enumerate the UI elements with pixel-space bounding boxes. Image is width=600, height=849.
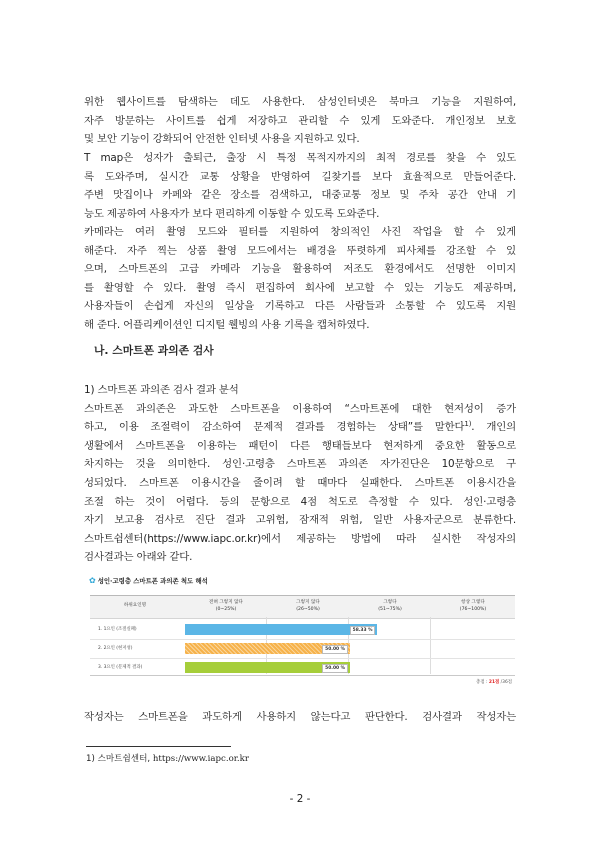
result-chart	[86, 573, 516, 688]
text-line: 검사결과는 아래와 같다.	[84, 551, 193, 564]
scale-range: (51~75%)	[378, 606, 402, 612]
text-line: 를 촬영할 수 있다. 촬영 즉시 편집하여 회사에 보고할 수 있는 기능도 제공하며,	[84, 281, 516, 294]
scale-label: 항상 그렇다	[461, 600, 485, 605]
text-line: 사용자들이 손쉽게 자신의 일상을 기록하고 다른 사람들과 소통할 수 있도록 지원	[84, 300, 516, 313]
paragraph-tmap	[84, 149, 516, 223]
scale-range: (0~25%)	[215, 606, 237, 612]
bar-factor-2	[185, 643, 350, 654]
column-header-item: 하위요인명	[123, 603, 147, 608]
factor-label: 2. 2요인 (현저성)	[98, 646, 133, 651]
paragraph-overdependence	[84, 381, 516, 567]
text-line: 자주 방문하는 사이트를 쉽게 저장하고 관리할 수 있게 도와준다. 개인정보 보호	[84, 114, 516, 127]
text-line: 성되었다. 스마트폰 이용시간을 줄이려 할 때마다 실패한다. 스마트폰 이용시간을	[84, 476, 516, 489]
subsection-heading: 1) 스마트폰 과의존 검사 결과 분석	[84, 384, 239, 396]
text-line: 스마트폰 과의존은 과도한 스마트폰을 이용하여 “스마트폰에 대한 현저성이 증가	[84, 402, 516, 415]
scale-range: (26~50%)	[296, 606, 320, 612]
flower-icon: ✿	[89, 576, 96, 585]
footnote-marker: 1)	[86, 754, 95, 764]
text-line: 생활에서 스마트폰을 이용하는 패턴이 다른 행태들보다 현저하게 중요한 활동으로	[84, 439, 516, 452]
scale-label: 그렇다	[383, 600, 397, 605]
text-line: 자기 보고용 검사로 진단 결과 고위험, 잠재적 위험, 일반 사용자군으로 분류한다.	[84, 514, 516, 527]
paragraph-camera	[84, 223, 516, 335]
text-line: T map은 성자가 출퇴근, 출장 시 특정 목적지까지의 최적 경로를 찾을 수 있도	[84, 152, 516, 164]
row-divider	[90, 675, 515, 676]
footnote-divider	[86, 746, 231, 747]
text-line: 차지하는 것을 의미한다. 성인·고령층 스마트폰 과의존 자가진단은 10문항으로 구	[84, 458, 516, 471]
bar-value-label: 50.00 %	[322, 645, 348, 654]
text-line: 주변 맛집이나 카페와 같은 장소를 검색하고, 대중교통 정보 및 주차 공간 안내 기	[84, 189, 516, 202]
text-line: 해준다. 자주 찍는 상품 촬영 모드에서는 배경을 뚜렷하게 피사체를 강조할 수 있	[84, 244, 516, 257]
table-header	[90, 595, 515, 619]
text-segment: . 개인의	[471, 421, 516, 434]
scale-label: 전혀 그렇지 않다	[209, 600, 243, 605]
total-score-value: 21점	[488, 680, 500, 685]
total-score	[476, 679, 512, 685]
paragraph-conclusion	[84, 708, 516, 727]
text-line: 스마트쉼센터(https://www.iapc.or.kr)에서 제공하는 방법에 따라 실시한 작성자의	[84, 532, 516, 545]
text-line: 으며, 스마트폰의 고급 카메라 기능을 활용하여 저조도 환경에서도 선명한 이미지	[84, 263, 516, 276]
footnote-ref[interactable]: 1)	[464, 420, 472, 429]
bar-factor-3	[185, 662, 350, 673]
factor-label: 3. 3요인 (문제적 결과)	[98, 665, 143, 670]
text-segment: 하고, 이용 조절력이 감소하여 문제적 결과를 경험하는 상태”를 말한다	[84, 421, 465, 434]
bar-value-label: 58.33 %	[350, 626, 376, 635]
scale-range: (76~100%)	[459, 606, 487, 612]
total-prefix: 총점 :	[476, 680, 489, 685]
table-row	[90, 621, 515, 639]
bar-value-label: 50.00 %	[322, 664, 348, 673]
scale-header-2	[267, 600, 349, 613]
bar-factor-1	[185, 624, 377, 635]
text-line: 조절 하는 것이 어렵다. 등의 문항으로 4점 척도로 측정할 수 있다. 성인·고령층	[84, 495, 516, 508]
text-line: 카메라는 여러 촬영 모드와 필터를 지원하여 창의적인 사진 작업을 할 수 있게	[84, 226, 516, 238]
text-line: 및 보안 기능이 강화되어 안전한 인터넷 사용을 지원하고 있다.	[84, 133, 360, 146]
chart-title	[89, 576, 208, 585]
table-row	[90, 640, 515, 658]
text-line: 위한 웹사이트를 탐색하는 데도 사용한다. 삼성인터넷은 북마크 기능을 지원하여,	[84, 96, 516, 108]
text-line	[84, 418, 516, 437]
text-line: 능도 제공하여 사용자가 보다 편리하게 이동할 수 있도록 도와준다.	[84, 207, 380, 220]
factor-label: 1. 1요인 (조절실패)	[98, 627, 137, 632]
total-suffix: /36점	[499, 680, 512, 685]
footnote-label: 스마트쉼센터,	[97, 754, 151, 764]
scale-header-1	[185, 600, 267, 613]
footnote-url[interactable]: https://www.iapc.or.kr	[152, 754, 249, 764]
footnote	[86, 752, 249, 764]
paragraph-browser	[84, 93, 516, 149]
page-number: - 2 -	[289, 793, 311, 805]
text-line: 작성자는 스마트폰을 과도하게 사용하지 않는다고 판단한다. 검사결과 작성자는	[84, 711, 516, 723]
text-line: 록 도와주며, 실시간 교통 상황을 반영하여 길찾기를 보다 효율적으로 만들어준다.	[84, 170, 516, 183]
chart-title-text: 성인·고령층 스마트폰 과의존 척도 해석	[97, 577, 208, 585]
text-line: 해 준다. 어플리케이션인 디지털 웰빙의 사용 기록을 캡처하였다.	[84, 318, 370, 331]
scale-header-3	[349, 600, 431, 613]
scale-header-4	[431, 600, 515, 613]
section-heading: 나. 스마트폰 과의존 검사	[94, 344, 214, 357]
scale-label: 그렇지 않다	[296, 600, 320, 605]
